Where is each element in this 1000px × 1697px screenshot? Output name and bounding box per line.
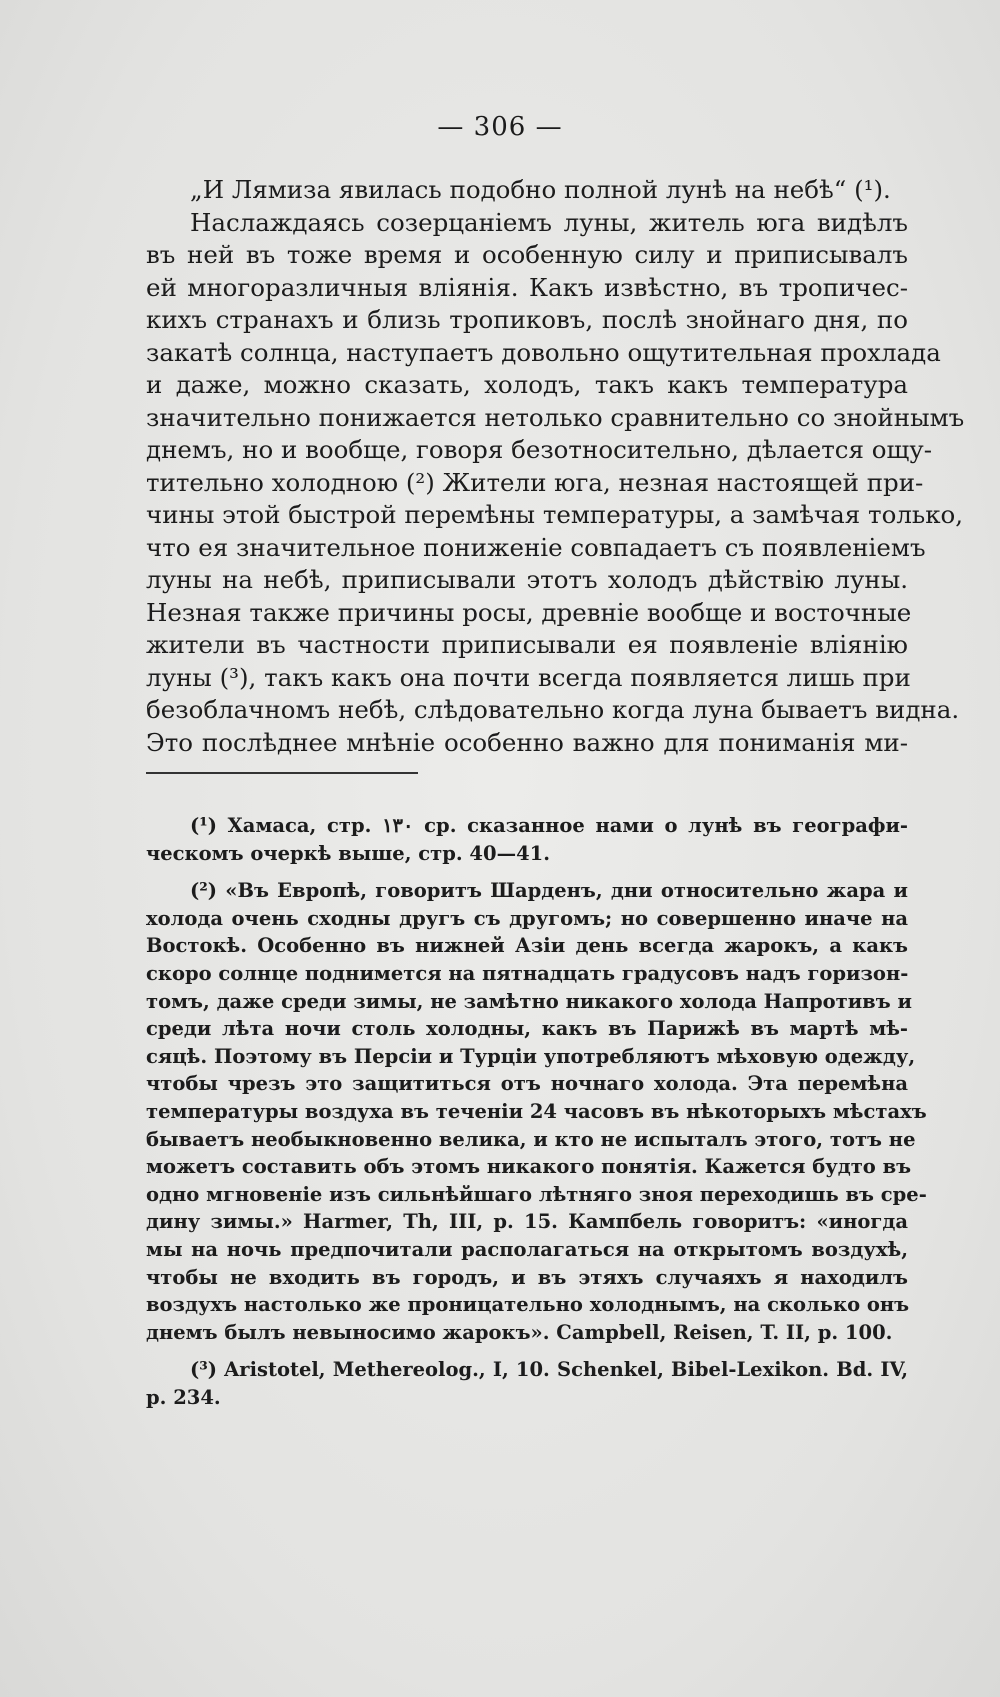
text-line: луны на небѣ, приписывали этотъ холодъ дѣйствію луны.	[146, 565, 908, 594]
text-line: и даже, можно сказать, холодъ, такъ какъ температура	[146, 370, 908, 399]
text-line: тительно холодною (²) Жители юга, незная настоящей при-	[146, 467, 924, 497]
footnote-2	[146, 877, 927, 1346]
footnote-line: днемъ былъ невыносимо жарокъ». Campbell, Reisen, T. II, p. 100.	[146, 1320, 893, 1344]
footnote-line: ческомъ очеркѣ выше, стр. 40—41.	[146, 841, 550, 865]
text-line: луны (³), такъ какъ она почти всегда появляется лишь при	[146, 662, 911, 692]
text-line: въ ней въ тоже время и особенную силу и приписывалъ	[146, 240, 908, 269]
text-line: чины этой быстрой перемѣны температуры, а замѣчая только,	[146, 500, 964, 529]
footnote-line: одно мгновеніе изъ сильнѣйшаго лѣтняго зноя переходишь въ сре-	[146, 1182, 927, 1206]
footnote-line: температуры воздуха въ теченіи 24 часовъ въ нѣкоторыхъ мѣстахъ	[146, 1099, 927, 1123]
footnote-line: среди лѣта ночи столь холодны, какъ въ Парижѣ въ мартѣ мѣ-	[146, 1017, 908, 1041]
text-line: значительно понижается нетолько сравнительно со знойнымъ	[146, 402, 965, 432]
footnote-line: (²) «Въ Европѣ, говоритъ Шарденъ, дни относительно жара и	[190, 879, 908, 903]
page-number: — 306 —	[437, 112, 563, 142]
footnote-line: мы на ночь предпочитали располагаться на открытомъ воздухѣ,	[146, 1237, 908, 1261]
footnote-line: чтобы не входить въ городъ, и въ этяхъ случаяхъ я находилъ	[146, 1265, 908, 1289]
text-line: кихъ странахъ и близь тропиковъ, послѣ знойнаго дня, по	[146, 305, 908, 334]
main-text	[146, 174, 965, 759]
footnote-line: дину зимы.» Harmer, Th, III, p. 15. Кампбель говоритъ: «иногда	[146, 1210, 908, 1234]
footnote-1	[146, 812, 908, 867]
text-line: жители въ частности приписывали ея появленіе вліянію	[146, 630, 908, 659]
footnote-line: воздухъ настолько же проницательно холоднымъ, на сколько онъ	[146, 1293, 910, 1317]
text-line: Незная также причины росы, древніе вообще и восточные	[146, 597, 912, 627]
footnote-line: (¹) Хамаса, стр. ١٣٠ ср. сказанное нами о лунѣ въ географи-	[190, 814, 908, 837]
footnote-line: p. 234.	[146, 1385, 221, 1409]
text-line: Наслаждаясь созерцаніемъ луны, житель юга видѣлъ	[190, 207, 908, 237]
text-line: безоблачномъ небѣ, слѣдовательно когда луна бываетъ видна.	[146, 695, 960, 724]
footnote-line: скоро солнце поднимется на пятнадцать градусовъ надъ горизон-	[146, 961, 909, 985]
footnote-line: чтобы чрезъ это защититься отъ ночнаго холода. Эта перемѣна	[146, 1072, 908, 1096]
footnotes	[146, 812, 927, 1421]
footnote-line: (³) Aristotel, Methereolog., I, 10. Schenkel, Bibel-Lexikon. Bd. IV,	[190, 1358, 908, 1382]
text-line: что ея значительное пониженіе совпадаетъ съ появленіемъ	[146, 532, 926, 562]
text-line: днемъ, но и вообще, говоря безотносительно, дѣлается ощу-	[146, 435, 932, 464]
footnote-line: томъ, даже среди зимы, не замѣтно никакого холода Напротивъ и	[146, 989, 912, 1013]
text-line: Это послѣднее мнѣніе особенно важно для пониманія ми-	[146, 727, 908, 757]
text-line: ей многоразличныя вліянія. Какъ извѣстно, въ тропичес-	[146, 272, 908, 302]
text-line: „И Лямиза явилась подобно полной лунѣ на небѣ“ (¹).	[190, 175, 891, 204]
footnote-line: холода очень сходны другъ съ другомъ; но совершенно иначе на	[146, 906, 908, 930]
text-line: закатѣ солнца, наступаетъ довольно ощутительная прохлада	[146, 337, 941, 367]
footnote-line: бываетъ необыкновенно велика, и кто не испыталъ этого, тотъ не	[146, 1127, 916, 1151]
footnote-line: можетъ составить объ этомъ никакого понятія. Кажется будто въ	[146, 1155, 912, 1179]
footnote-3	[146, 1356, 908, 1411]
footnote-separator	[146, 772, 418, 774]
footnote-line: Востокѣ. Особенно въ нижней Азіи день всегда жарокъ, а какъ	[146, 934, 908, 958]
footnote-line: сяцѣ. Поэтому въ Персіи и Турціи употребляютъ мѣховую одежду,	[146, 1044, 916, 1068]
